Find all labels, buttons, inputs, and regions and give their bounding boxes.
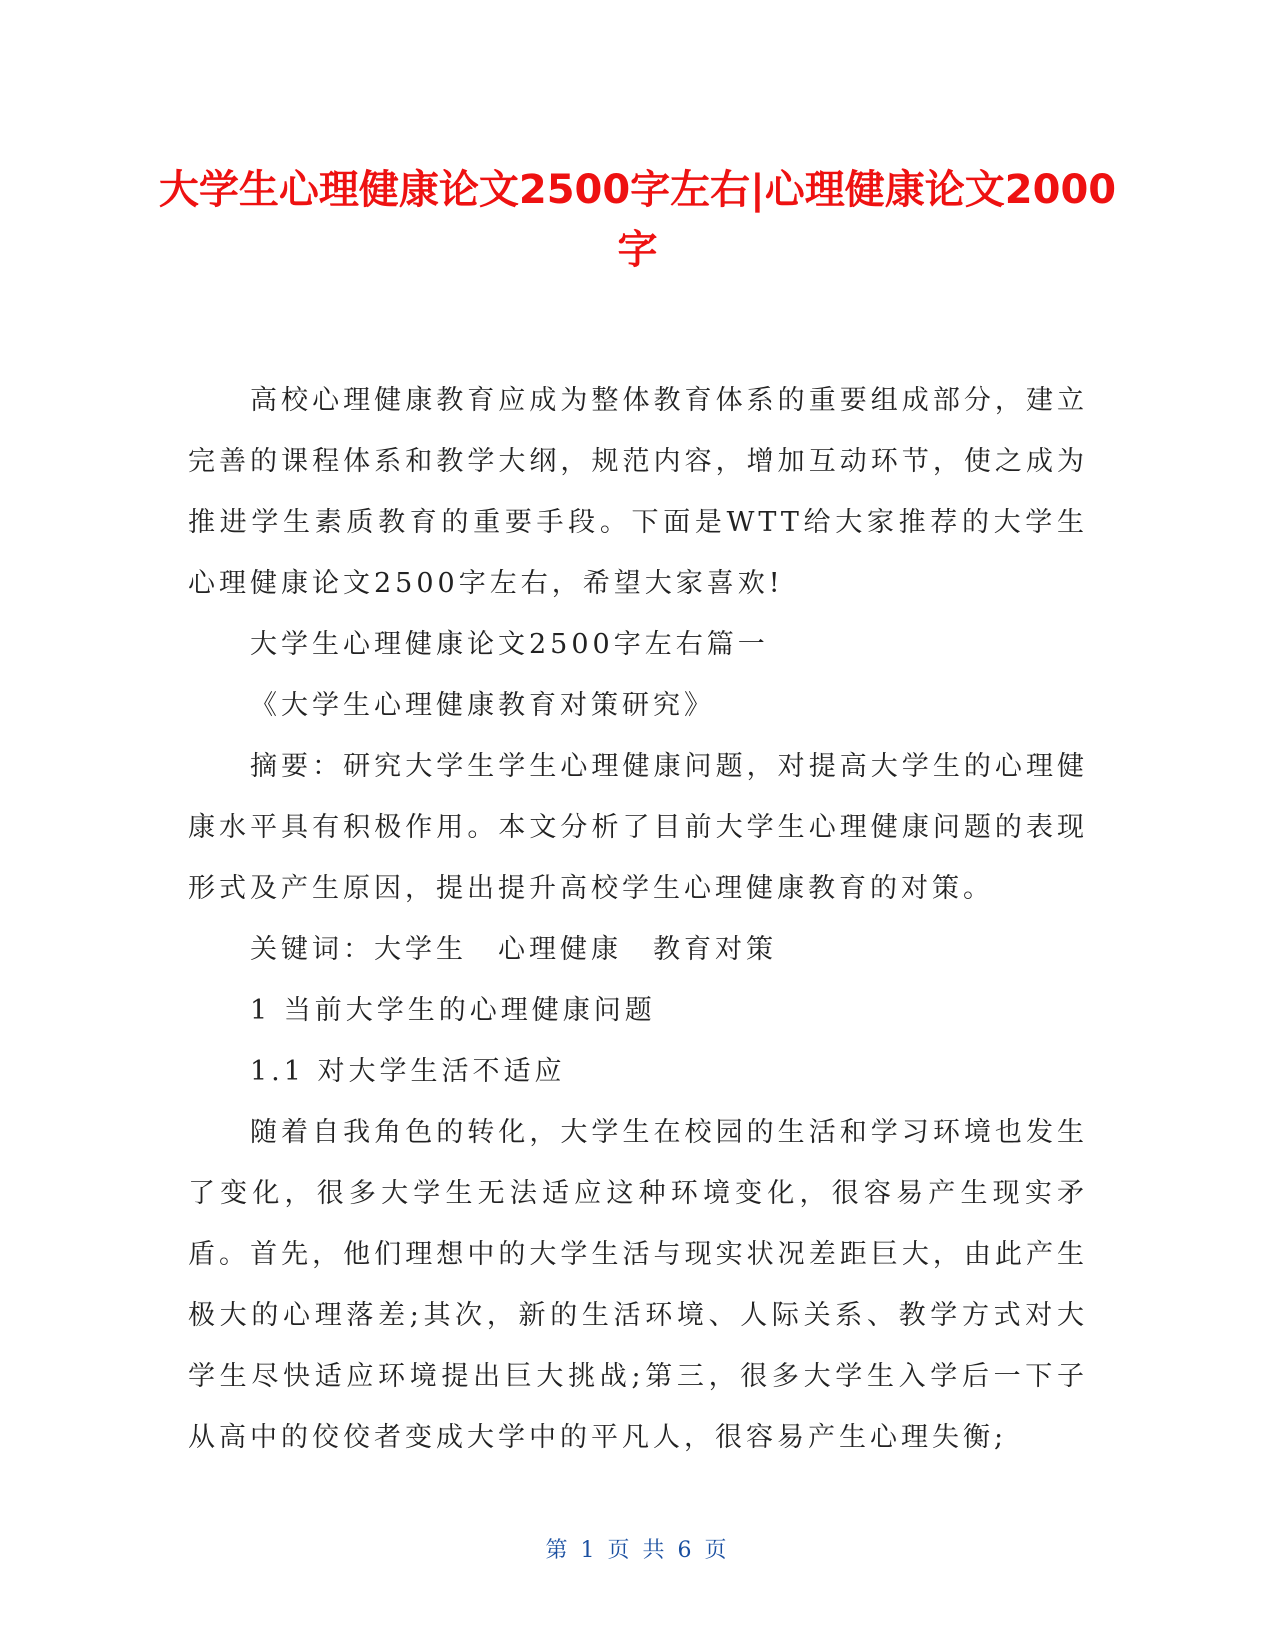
footer-total-pages: 6	[677, 1538, 695, 1563]
footer-suffix: 页	[704, 1538, 730, 1563]
footer-current-page: 1	[580, 1538, 598, 1563]
footer-middle: 页 共	[607, 1538, 668, 1563]
document-body	[188, 370, 1088, 1468]
section-heading: 大学生心理健康论文2500字左右篇一	[250, 629, 769, 660]
keywords-line: 关键词：大学生 心理健康 教育对策	[250, 934, 777, 965]
body-paragraph: 随着自我角色的转化，大学生在校园的生活和学习环境也发生了变化，很多大学生无法适应这种环境变化，很容易产生现实矛盾。首先，他们理想中的大学生活与现实状况差距巨大，由此产生极大的心理落差;其次，新的生活环境、人际关系、教学方式对大学生尽快适应环境提出巨大挑战;第三，很多大学生入学后一下子从高中的佼佼者变成大学中的平凡人，很容易产生心理失衡;	[188, 1117, 1088, 1453]
heading-1: 1 当前大学生的心理健康问题	[250, 995, 656, 1026]
abstract-paragraph: 摘要：研究大学生学生心理健康问题，对提高大学生的心理健康水平具有积极作用。本文分析了目前大学生心理健康问题的表现形式及产生原因，提出提升高校学生心理健康教育的对策。	[188, 751, 1088, 904]
heading-1-1: 1.1 对大学生活不适应	[250, 1056, 566, 1087]
document-title: 大学生心理健康论文2500字左右|心理健康论文2000字	[158, 167, 1117, 273]
paper-title: 《大学生心理健康教育对策研究》	[250, 690, 715, 721]
page-footer	[0, 1533, 1275, 1564]
intro-paragraph: 高校心理健康教育应成为整体教育体系的重要组成部分，建立完善的课程体系和教学大纲，规范内容，增加互动环节，使之成为推进学生素质教育的重要手段。下面是WTT给大家推荐的大学生心理健康论文2500字左右，希望大家喜欢!	[188, 385, 1088, 599]
footer-prefix: 第	[545, 1538, 571, 1563]
